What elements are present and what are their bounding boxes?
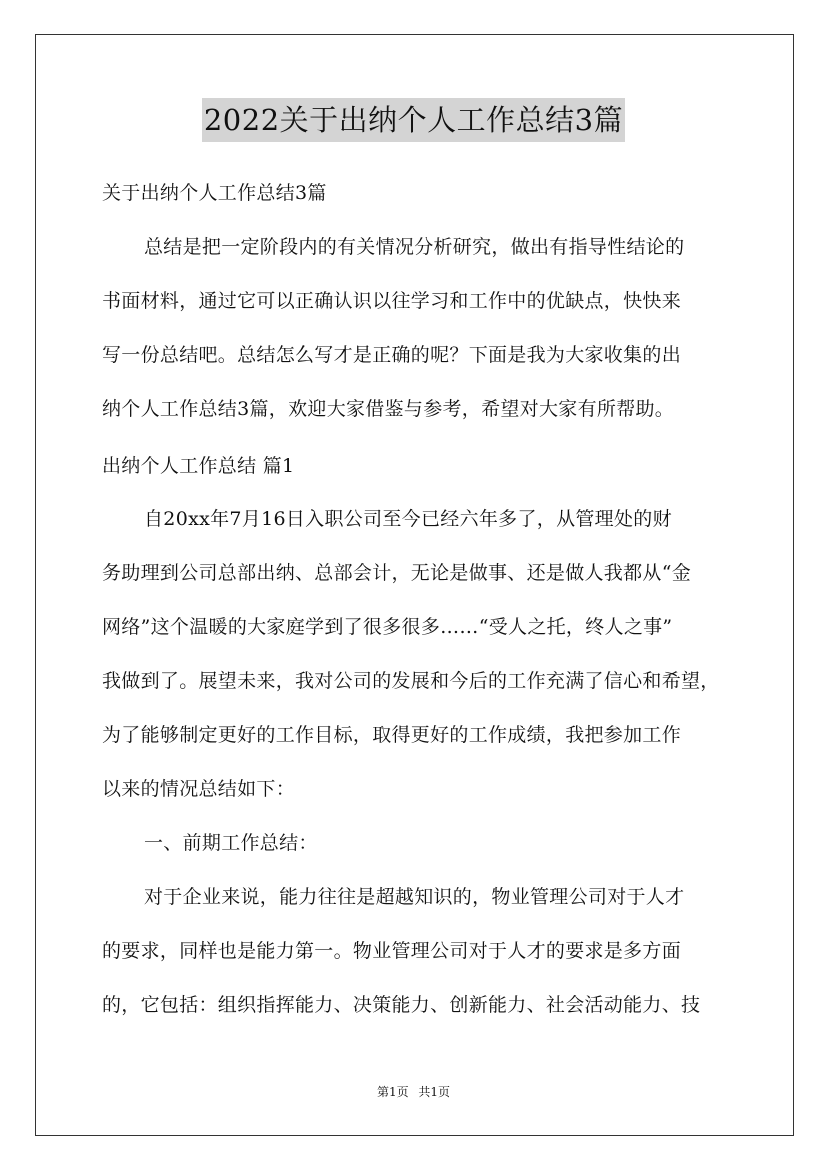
body-line: 总结是把一定阶段内的有关情况分析研究，做出有指导性结论的 <box>144 236 685 258</box>
body-line: 以来的情况总结如下： <box>102 778 296 800</box>
page-footer <box>0 1084 827 1100</box>
body-line: 我做到了。展望未来，我对公司的发展和今后的工作充满了信心和希望， <box>102 670 720 692</box>
body-line: 为了能够制定更好的工作目标，取得更好的工作成绩，我把参加工作 <box>102 724 682 746</box>
body-line: 自20xx年7月16日入职公司至今已经六年多了，从管理处的财 <box>144 508 672 530</box>
subsection-heading: 一、前期工作总结： <box>144 832 318 854</box>
page-number: 第1页 <box>376 1085 409 1099</box>
body-line: 网络”这个温暖的大家庭学到了很多很多……“受人之托，终人之事” <box>102 616 673 638</box>
body-line: 纳个人工作总结3篇，欢迎大家借鉴与参考，希望对大家有所帮助。 <box>102 398 675 420</box>
document-title: 2022关于出纳个人工作总结3篇 <box>202 98 625 142</box>
section-heading: 出纳个人工作总结 篇1 <box>102 455 295 477</box>
body-line: 的，它包括：组织指挥能力、决策能力、创新能力、社会活动能力、技 <box>102 994 701 1016</box>
page-total: 共1页 <box>418 1085 451 1099</box>
body-line: 写一份总结吧。总结怎么写才是正确的呢？下面是我为大家收集的出 <box>102 344 682 366</box>
body-line: 书面材料，通过它可以正确认识以往学习和工作中的优缺点，快快来 <box>102 290 682 312</box>
body-line: 务助理到公司总部出纳、总部会计，无论是做事、还是做人我都从“金 <box>102 562 692 584</box>
subtitle: 关于出纳个人工作总结3篇 <box>102 182 327 204</box>
body-line: 的要求，同样也是能力第一。物业管理公司对于人才的要求是多方面 <box>102 940 682 962</box>
body-line: 对于企业来说，能力往往是超越知识的，物业管理公司对于人才 <box>144 886 685 908</box>
title-container <box>0 98 827 142</box>
